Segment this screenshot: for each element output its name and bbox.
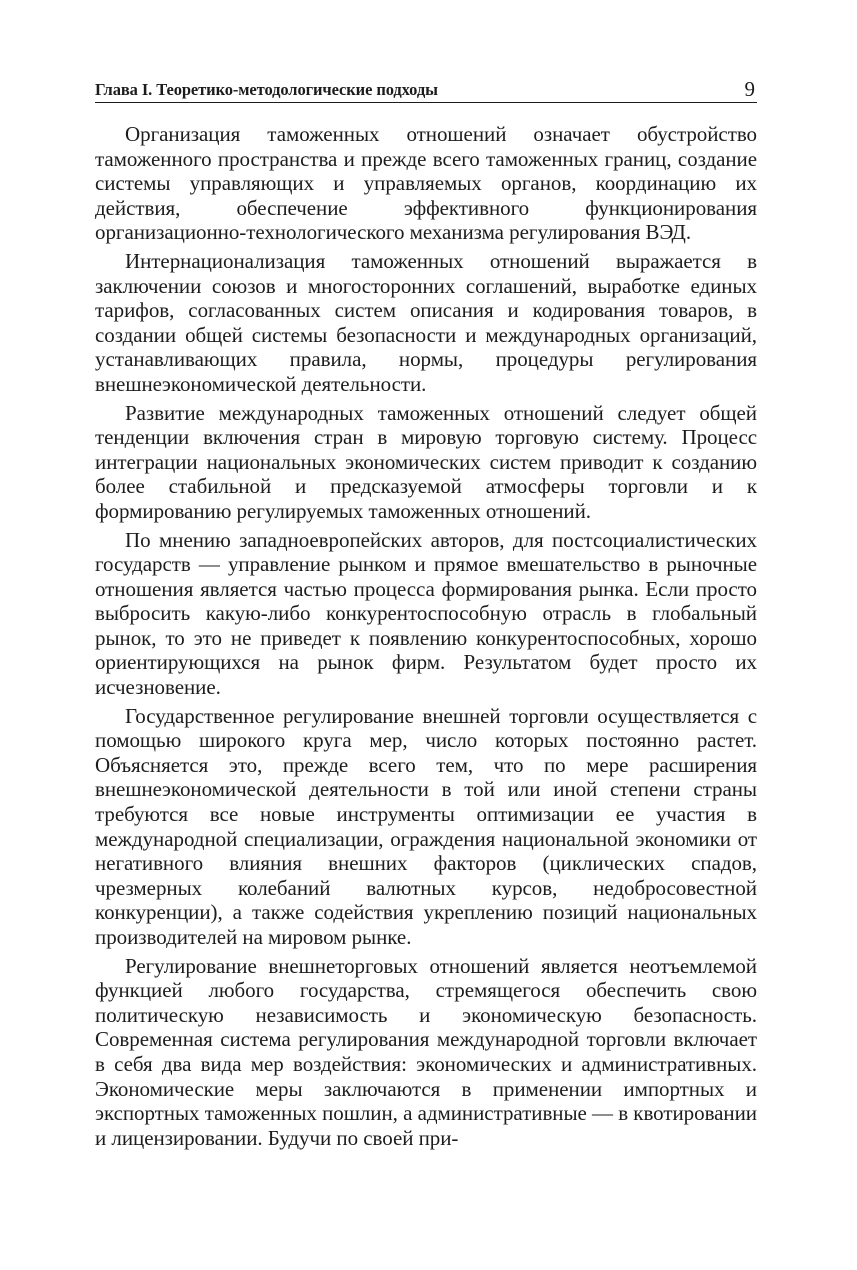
page-number: 9 xyxy=(744,77,755,101)
paragraph-2: Интернационализация таможенных отношений выражается в заключении союзов и многосторонних соглашений, выработке единых тарифов, согласованных систем описания и кодирования товаров, в создании общей системы безопасности и международных организаций, устанавливающих правила, нормы, процедуры регулирования внешнеэкономической деятельности. xyxy=(95,248,757,396)
book-page xyxy=(95,74,757,1154)
paragraph-5: Государственное регулирование внешней торговли осуществляется с помощью широкого круга мер, число которых постоянно растет. Объясняется это, прежде всего тем, что по мере расширения внешнеэкономической деятельности в той или иной степени страны требуются все новые инструменты оптимизации ее участия в международной специализации, ограждения национальной экономики от негативного влияния внешних факторов (циклических спадов, чрезмерных колебаний валютных курсов, недобросовестной конкуренции), а также содействия укреплению позиций национальных производителей на мировом рынке. xyxy=(95,703,757,949)
body-text xyxy=(95,122,757,1150)
paragraph-6: Регулирование внешнеторговых отношений является неотъемлемой функцией любого государства, стремящегося обеспечить свою политическую независимость и экономическую безопасность. Современная система регулирования международной торговли включает в себя два вида мер воздействия: экономических и административных. Экономические меры заключаются в применении импортных и экспортных таможенных пошлин, а административные — в квотировании и лицензировании. Будучи по своей при- xyxy=(95,953,757,1150)
chapter-title: Глава I. Теоретико-методологические подходы xyxy=(95,80,438,99)
paragraph-4: По мнению западноевропейских авторов, для постсоциалистических государств — управление рынком и прямое вмешательство в рыночные отношения является частью процесса формирования рынка. Если просто выбросить какую-либо конкурентоспособную отрасль в глобальный рынок, то это не приведет к появлению конкурентоспособных, хорошо ориентирующихся на рынок фирм. Результатом будет просто их исчезновение. xyxy=(95,527,757,700)
paragraph-1: Организация таможенных отношений означает обустройство таможенного пространства и прежде всего таможенных границ, создание системы управляющих и управляемых органов, координацию их действия, обеспечение эффективного функционирования организационно-технологического механизма регулирования ВЭД. xyxy=(95,122,757,245)
paragraph-3: Развитие международных таможенных отношений следует общей тенденции включения стран в мировую торговую систему. Процесс интеграции национальных экономических систем приводит к созданию более стабильной и предсказуемой атмосферы торговли и к формированию регулируемых таможенных отношений. xyxy=(95,400,757,523)
running-header xyxy=(95,74,757,103)
